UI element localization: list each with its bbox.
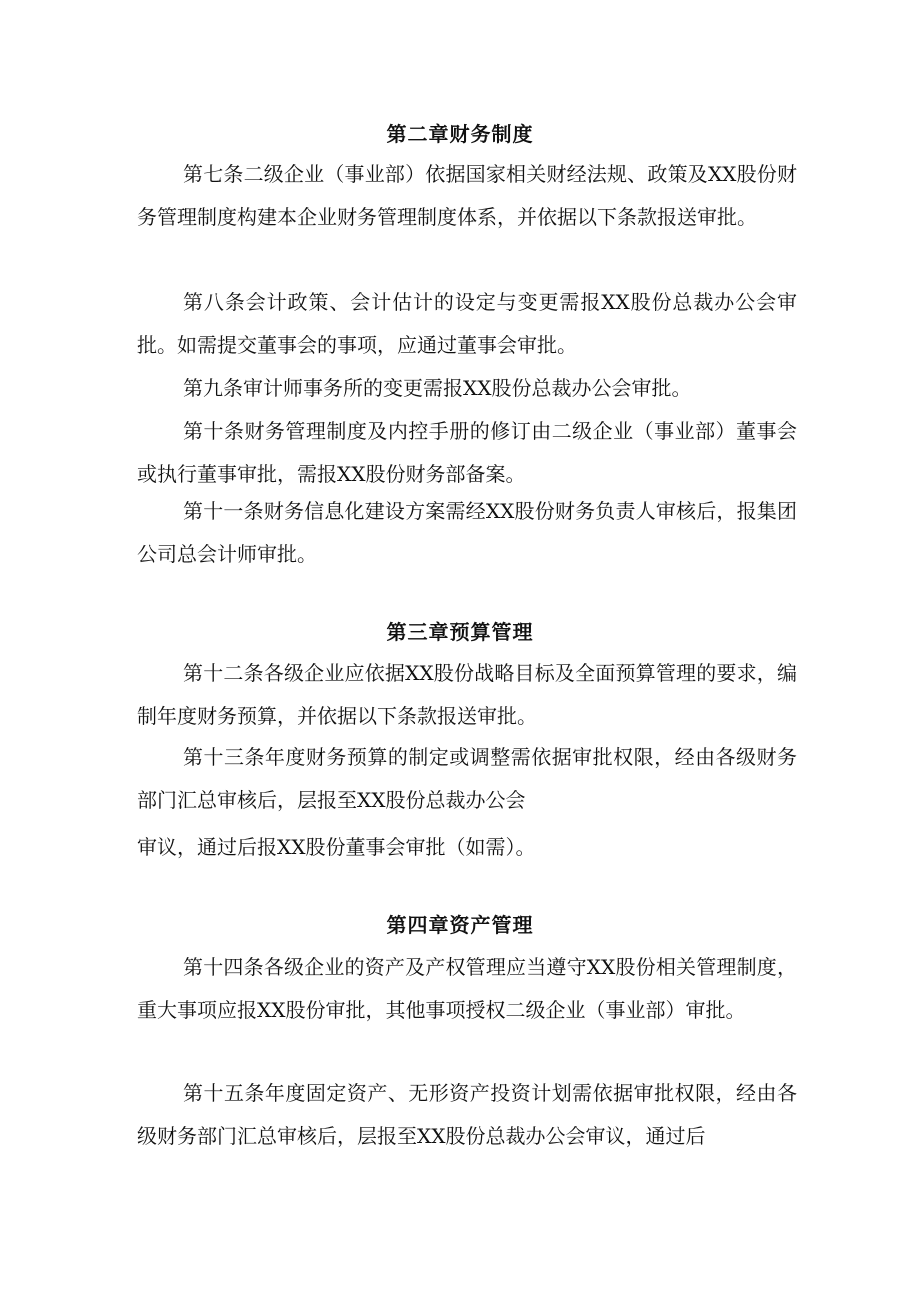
article-13-continued: 审议，通过后报XX股份董事会审批（如需）。 bbox=[137, 835, 536, 859]
article-13: 第十三条年度财务预算的制定或调整需依据审批权限，经由各级财务部门汇总审核后，层报至XX股份总裁办公会 bbox=[137, 745, 797, 812]
chapter-3-heading: 第三章预算管理 bbox=[386, 620, 534, 644]
chapter-4-heading: 第四章资产管理 bbox=[386, 913, 534, 937]
article-10: 第十条财务管理制度及内控手册的修订由二级企业（事业部）董事会或执行董事审批，需报XX股份财务部备案。 bbox=[137, 419, 797, 486]
article-14: 第十四条各级企业的资产及产权管理应当遵守XX股份相关管理制度，重大事项应报XX股份审批，其他事项授权二级企业（事业部）审批。 bbox=[137, 955, 797, 1022]
article-12: 第十二条各级企业应依据XX股份战略目标及全面预算管理的要求，编制年度财务预算，并依据以下条款报送审批。 bbox=[137, 661, 797, 728]
article-11: 第十一条财务信息化建设方案需经XX股份财务负责人审核后，报集团公司总会计师审批。 bbox=[137, 499, 797, 566]
article-8: 第八条会计政策、会计估计的设定与变更需报XX股份总裁办公会审批。如需提交董事会的事项，应通过董事会审批。 bbox=[137, 290, 797, 357]
chapter-2-heading: 第二章财务制度 bbox=[386, 122, 534, 146]
article-7: 第七条二级企业（事业部）依据国家相关财经法规、政策及XX股份财务管理制度构建本企业财务管理制度体系，并依据以下条款报送审批。 bbox=[137, 162, 797, 229]
article-15: 第十五条年度固定资产、无形资产投资计划需依据审批权限，经由各级财务部门汇总审核后，层报至XX股份总裁办公会审议，通过后 bbox=[137, 1081, 797, 1148]
article-9: 第九条审计师事务所的变更需报XX股份总裁办公会审批。 bbox=[183, 376, 692, 400]
